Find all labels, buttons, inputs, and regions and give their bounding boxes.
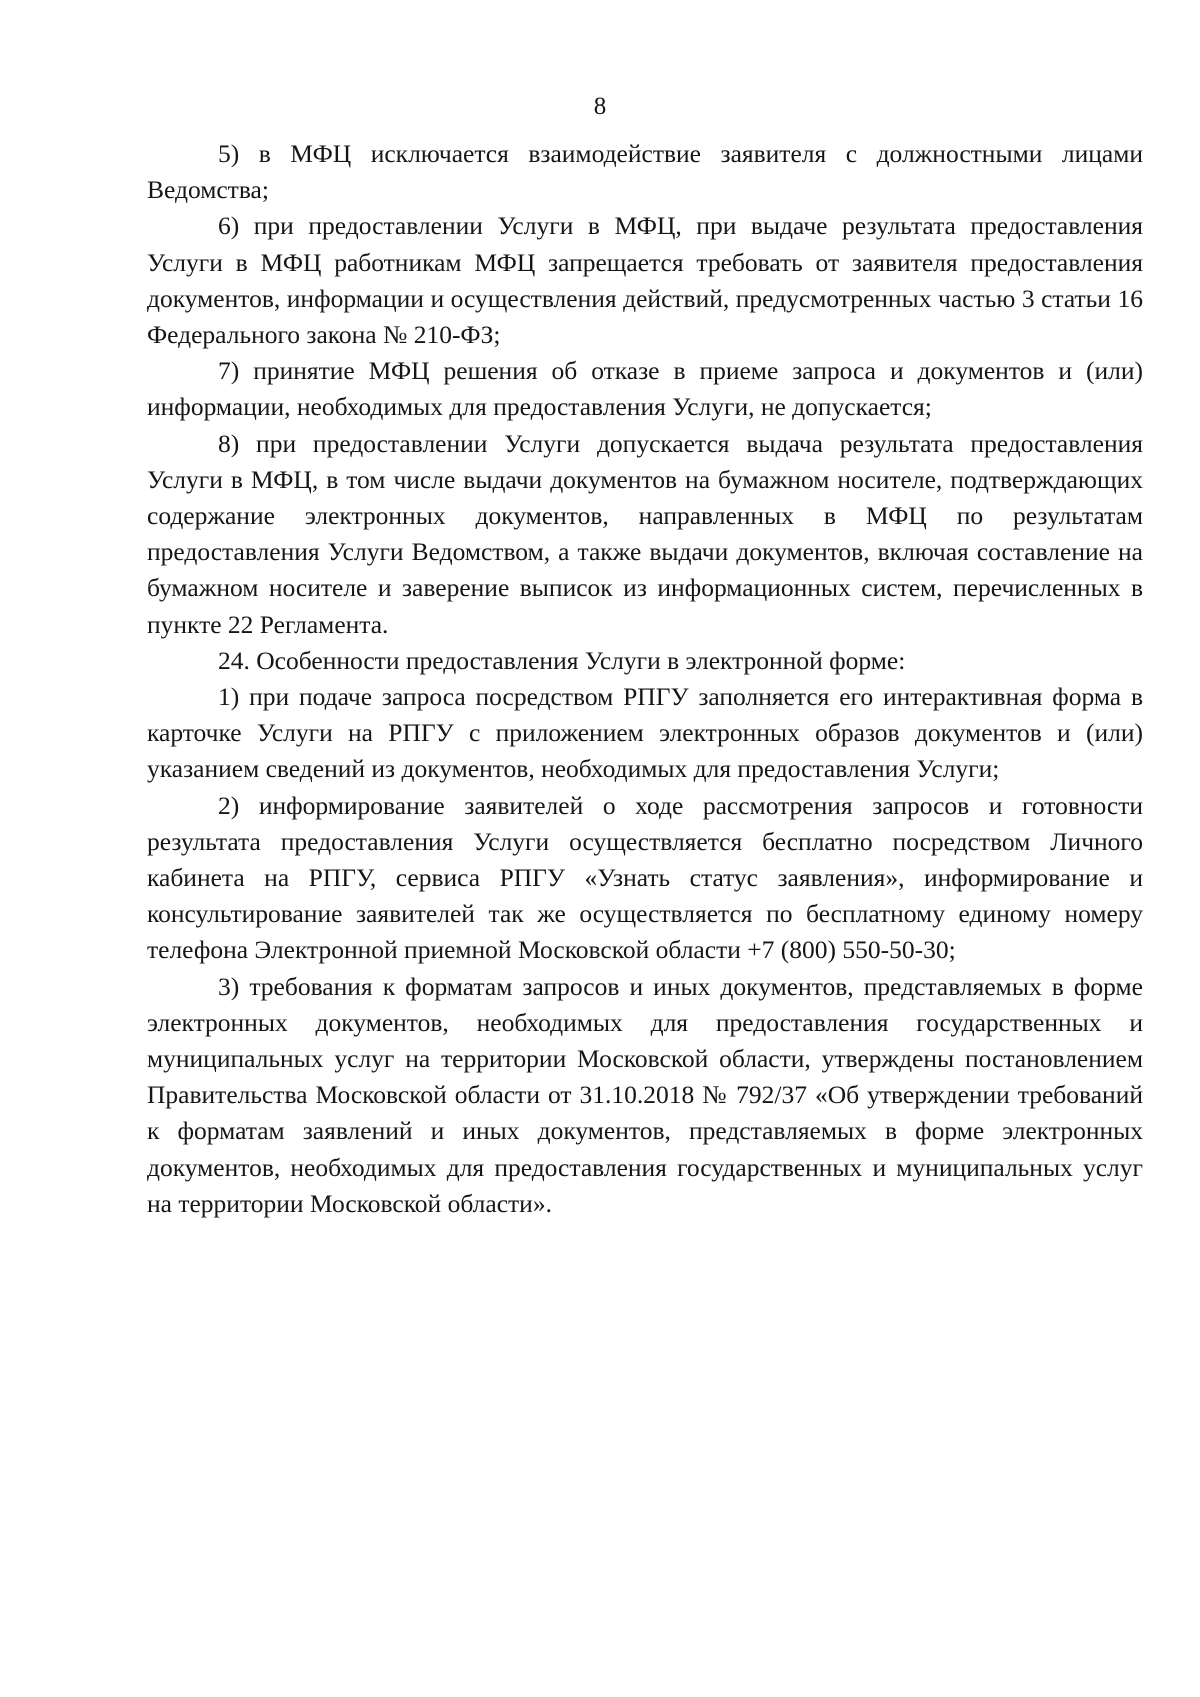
paragraph-item-6: 6) при предоставлении Услуги в МФЦ, при выдаче результата предоставления Услуги в МФЦ работникам МФЦ запрещается требовать от заявителя предоставления документов, информации и осуществления действий, предусмотренных частью 3 статьи 16 Федерального закона № 210-ФЗ;	[147, 211, 1143, 350]
page-number: 8	[593, 93, 607, 120]
paragraph-item-24-2: 2) информирование заявителей о ходе рассмотрения запросов и готовности результата предоставления Услуги осуществляется бесплатно посредством Личного кабинета на РПГУ, сервиса РПГУ «Узнать статус заявления», информирование и консультирование заявителей так же осуществляется по бесплатному единому номеру телефона Электронной приемной Московской области +7 (800) 550-50-30;	[147, 790, 1143, 965]
paragraph-item-5: 5) в МФЦ исключается взаимодействие заявителя с должностными лицами Ведомства;	[147, 139, 1143, 205]
section-24-heading: 24. Особенности предоставления Услуги в электронной форме:	[218, 645, 906, 675]
paragraph-item-8: 8) при предоставлении Услуги допускается выдача результата предоставления Услуги в МФЦ, в том числе выдачи документов на бумажном носителе, подтверждающих содержание электронных документов, направленных в МФЦ по результатам предоставления Услуги Ведомством, а также выдачи документов, включая составление на бумажном носителе и заверение выписок из информационных систем, перечисленных в пункте 22 Регламента.	[147, 428, 1143, 639]
document-body	[147, 136, 1143, 1222]
paragraph-item-7: 7) принятие МФЦ решения об отказе в приеме запроса и документов и (или) информации, необходимых для предоставления Услуги, не допускается;	[147, 356, 1143, 422]
paragraph-item-24-3: 3) требования к форматам запросов и иных документов, представляемых в форме электронных документов, необходимых для предоставления государственных и муниципальных услуг на территории Московской области, утверждены постановлением Правительства Московской области от 31.10.2018 № 792/37 «Об утверждении требований к форматам заявлений и иных документов, представляемых в форме электронных документов, необходимых для предоставления государственных и муниципальных услуг на территории Московской области».	[147, 971, 1143, 1218]
paragraph-item-24-1: 1) при подаче запроса посредством РПГУ заполняется его интерактивная форма в карточке Услуги на РПГУ с приложением электронных образов документов и (или) указанием сведений из документов, необходимых для предоставления Услуги;	[147, 682, 1143, 784]
